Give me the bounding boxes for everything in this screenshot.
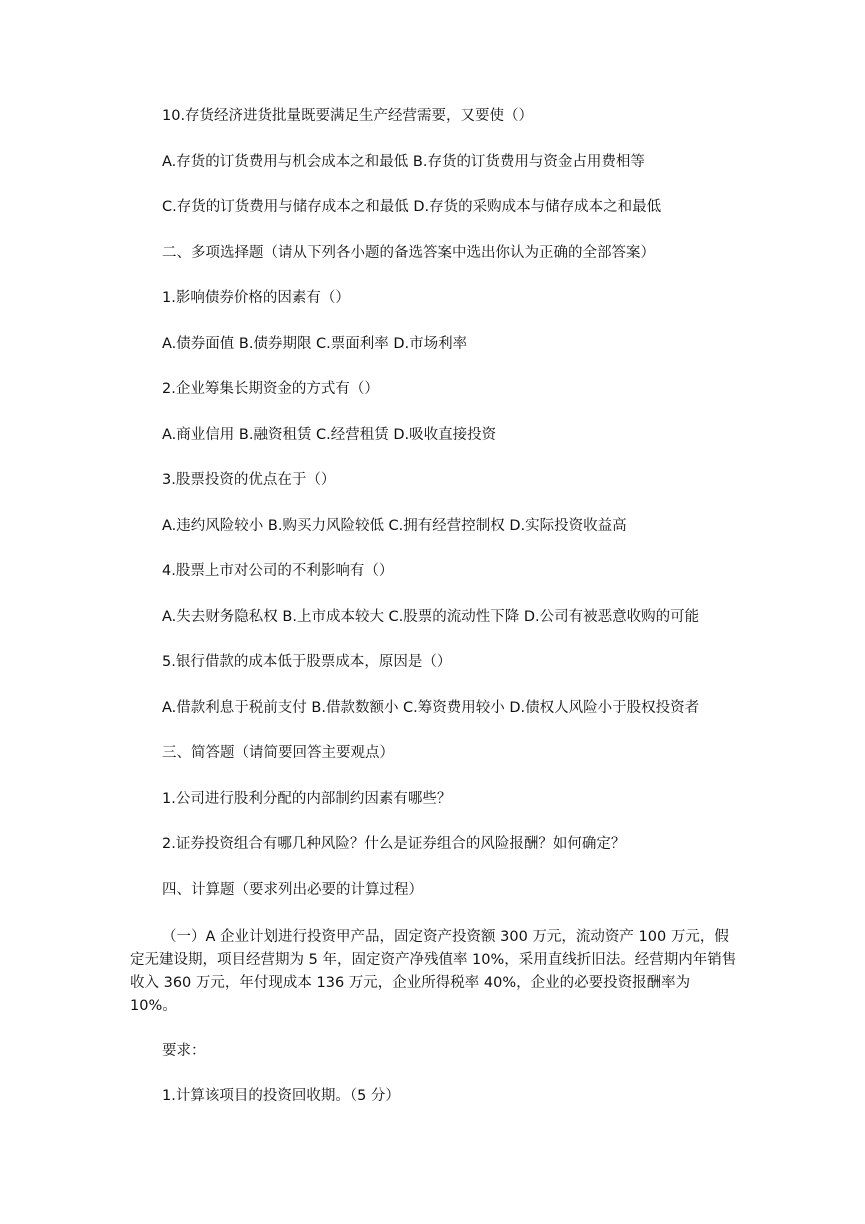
mc-question-1-options: A.债券面值 B.债券期限 C.票面利率 D.市场利率 xyxy=(162,336,468,352)
calculation-task-1: 1.计算该项目的投资回收期。（5 分） xyxy=(162,1088,400,1104)
section-multiple-choice-heading: 二、多项选择题（请从下列各小题的备选答案中选出你认为正确的全部答案） xyxy=(162,245,655,261)
mc-question-3-options: A.违约风险较小 B.购买力风险较低 C.拥有经营控制权 D.实际投资收益高 xyxy=(162,518,627,534)
short-answer-question-2: 2.证券投资组合有哪几种风险？什么是证券组合的风险报酬？如何确定？ xyxy=(162,836,626,852)
question-10-options-ab: A.存货的订货费用与机会成本之和最低 B.存货的订货费用与资金占用费相等 xyxy=(162,154,645,170)
mc-question-2: 2.企业筹集长期资金的方式有（） xyxy=(162,381,379,397)
question-10: 10.存货经济进货批量既要满足生产经营需要，又要使（） xyxy=(162,108,534,124)
section-short-answer-heading: 三、简答题（请简要回答主要观点） xyxy=(162,745,394,761)
calculation-problem-text: （一）A 企业计划进行投资甲产品，固定资产投资额 300 万元，流动资产 100 万元，假定无建设期，项目经营期为 5 年，固定资产净残值率 10%，采用直线折旧法。经营期内年销售收入 360 万元，年付现成本 136 万元，企业所得税率 40%，企业的必要投资报酬率为 10%。 xyxy=(130,929,737,1014)
mc-question-1: 1.影响债券价格的因素有（） xyxy=(162,290,350,306)
section-calculation-heading: 四、计算题（要求列出必要的计算过程） xyxy=(162,882,423,898)
short-answer-question-1: 1.公司进行股利分配的内部制约因素有哪些？ xyxy=(162,791,452,807)
mc-question-4-options: A.失去财务隐私权 B.上市成本较大 C.股票的流动性下降 D.公司有被恶意收购的可能 xyxy=(162,609,700,625)
mc-question-3: 3.股票投资的优点在于（） xyxy=(162,472,336,488)
mc-question-5-options: A.借款利息于税前支付 B.借款数额小 C.筹资费用较小 D.债权人风险小于股权投资者 xyxy=(162,700,700,716)
question-10-options-cd: C.存货的订货费用与储存成本之和最低 D.存货的采购成本与储存成本之和最低 xyxy=(162,199,662,215)
mc-question-2-options: A.商业信用 B.融资租赁 C.经营租赁 D.吸收直接投资 xyxy=(162,427,497,443)
mc-question-4: 4.股票上市对公司的不利影响有（） xyxy=(162,563,394,579)
requirement-label: 要求： xyxy=(162,1043,206,1059)
mc-question-5: 5.银行借款的成本低于股票成本，原因是（） xyxy=(162,654,452,670)
